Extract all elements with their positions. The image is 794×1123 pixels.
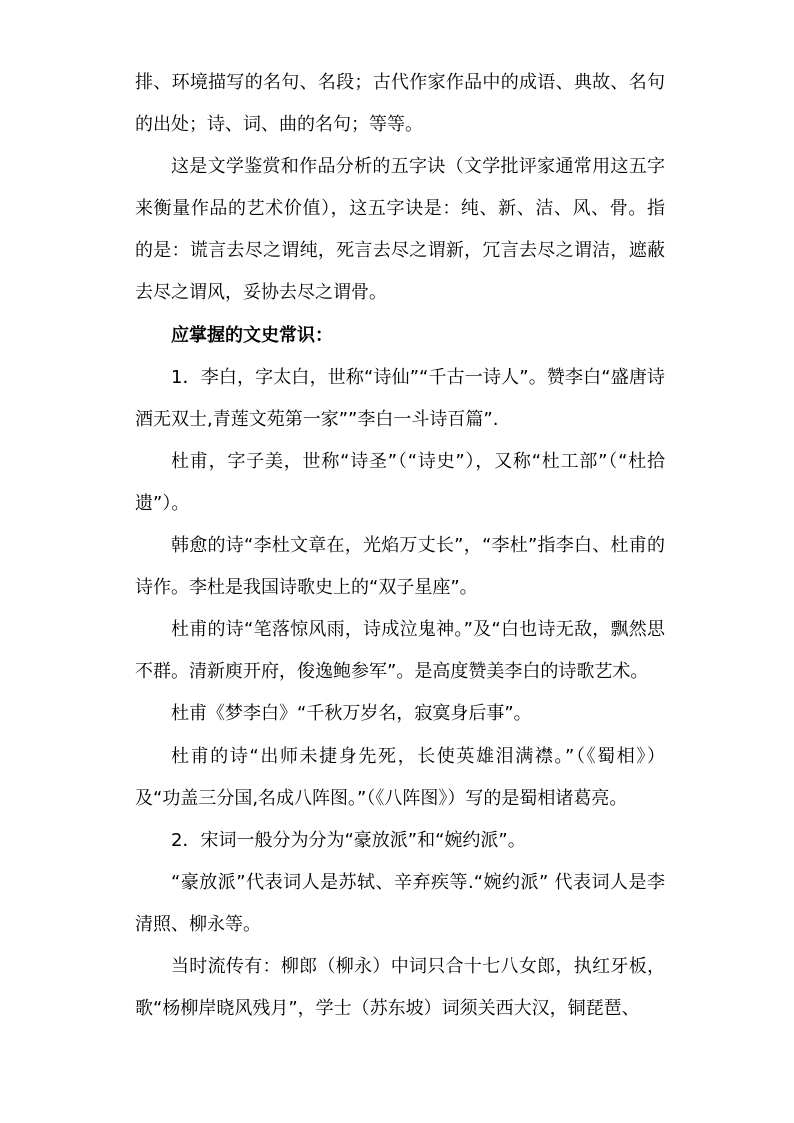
paragraph-3: 1．李白，字太白，世称“诗仙”“千古一诗人”。赞李白“盛唐诗酒无双士,青莲文苑第一家””李白一斗诗百篇”. <box>135 366 665 430</box>
paragraph-4: 杜甫，字子美，世称“诗圣”（“诗史”），又称“杜工部”（“杜拾遗”）。 <box>135 450 665 514</box>
paragraph-2: 这是文学鉴赏和作品分析的五字诀（文学批评家通常用这五字来衡量作品的艺术价值），这五字诀是：纯、新、洁、风、骨。指的是：谎言去尽之谓纯，死言去尽之谓新，冗言去尽之谓洁，遮蔽去尽之谓风，妥协去尽之谓骨。 <box>135 156 665 304</box>
section-heading: 应掌握的文史常识： <box>171 324 333 346</box>
paragraph-9: 2．宋词一般分为分为“豪放派”和“婉约派”。 <box>171 829 526 851</box>
paragraph-10: “豪放派”代表词人是苏轼、辛弃疾等.“婉约派” 代表词人是李清照、柳永等。 <box>135 871 665 935</box>
paragraph-5: 韩愈的诗“李杜文章在，光焰万丈长”，“李杜”指李白、杜甫的诗作。李杜是我国诗歌史上的“双子星座”。 <box>135 535 665 599</box>
paragraph-11: 当时流传有：柳郎（柳永）中词只合十七八女郎，执红牙板，歌“杨柳岸晓风残月”，学士（苏东坡）词须关西大汉，铜琵琶、 <box>135 955 665 1020</box>
paragraph-8: 杜甫的诗“出师未捷身先死，长使英雄泪满襟。”（《蜀相》）及“功盖三分国,名成八阵图。”（《八阵图》）写的是蜀相诸葛亮。 <box>135 745 665 809</box>
paragraph-7: 杜甫《梦李白》“千秋万岁名，寂寞身后事”。 <box>171 703 532 725</box>
paragraph-6: 杜甫的诗“笔落惊风雨，诗成泣鬼神。”及“白也诗无敌，飘然思不群。清新庾开府，俊逸鲍参军”。是高度赞美李白的诗歌艺术。 <box>135 619 665 683</box>
document-body <box>135 62 665 1030</box>
paragraph-1: 排、环境描写的名句、名段；古代作家作品中的成语、典故、名句的出处；诗、词、曲的名句；等等。 <box>135 72 665 136</box>
